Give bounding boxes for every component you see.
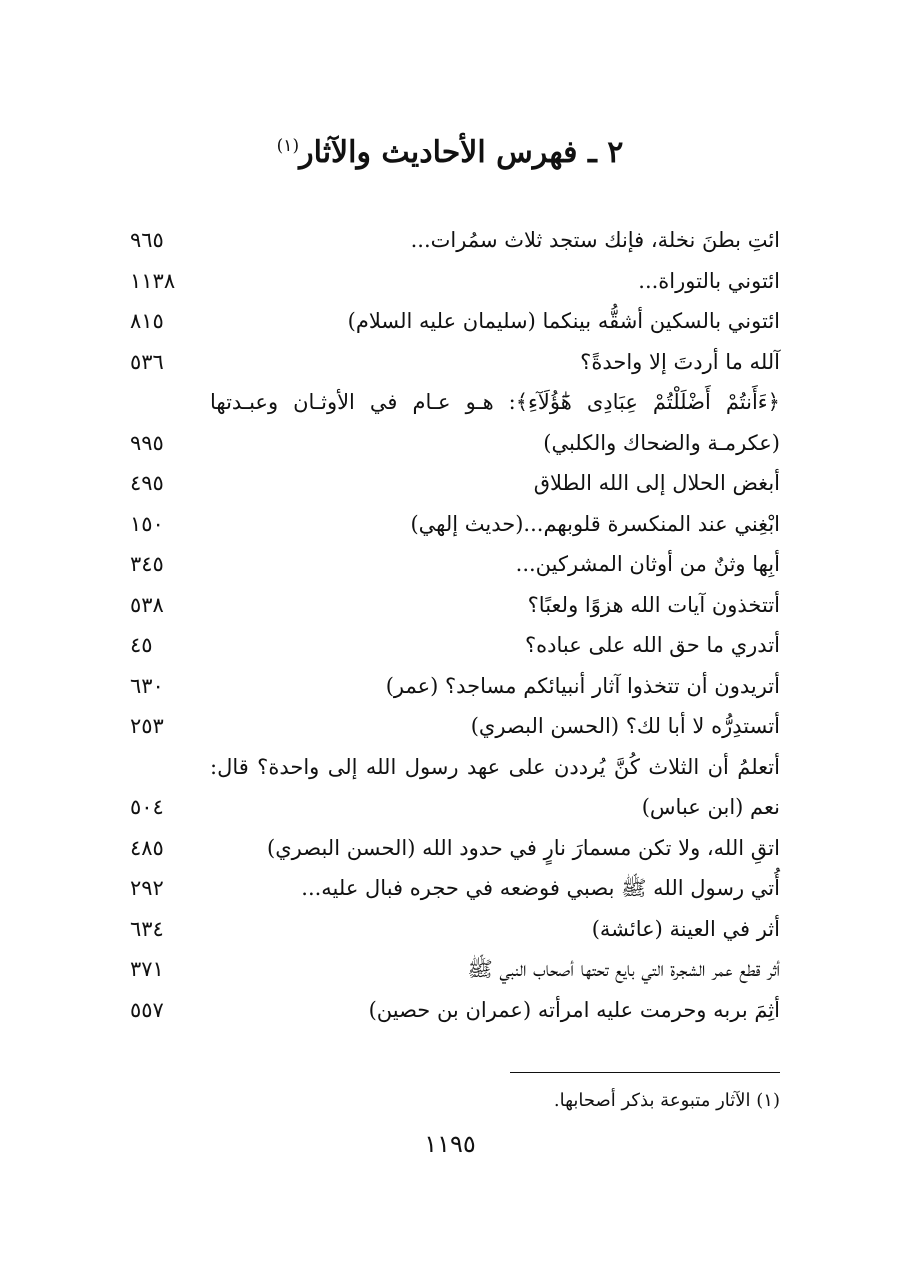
index-entry [120, 909, 780, 950]
entry-text: ائتوني بالتوراة... [638, 268, 780, 293]
index-entry [120, 706, 780, 747]
entry-text: أُتي رسول الله ﷺ بصبي فوضعه في حجره فبال عليه... [301, 876, 780, 900]
entry-page-number: ٤٨٥ [130, 835, 164, 860]
entry-page-number: ٤٩٥ [130, 471, 164, 495]
entry-text: ﴿ءَأَنتُمْ أَضْلَلْتُمْ عِبَادِى هَٰٓؤُلَآءِ﴾: هـو عـام في الأوثـان وعبـدتها (عكرمـة والضحاك والكلبي) [210, 390, 780, 455]
footnote: (١) الآثار متبوعة بذكر أصحابها. [553, 1090, 780, 1111]
index-entries [120, 220, 780, 1030]
entry-text: أبغض الحلال إلى الله الطلاق [533, 471, 780, 495]
entry-page-number: ٩٦٥ [130, 228, 164, 252]
entry-page-number: ١٥٠ [130, 511, 164, 536]
index-entry [120, 301, 780, 342]
entry-page-number: ٤٥ [130, 633, 153, 657]
entry-page-number: ٩٩٥ [130, 430, 164, 455]
index-entry [120, 544, 780, 585]
entry-page-number: ٦٣٤ [130, 916, 164, 941]
entry-page-number: ٥٣٨ [130, 592, 164, 617]
entry-text: اتقِ الله، ولا تكن مسمارَ نارٍ في حدود الله (الحسن البصري) [267, 835, 780, 860]
index-entry [120, 868, 780, 909]
entry-text: أتستدِرُّه لا أبا لك؟ (الحسن البصري) [470, 714, 780, 738]
index-entry [120, 463, 780, 504]
entry-page-number: ٥٠٤ [130, 795, 164, 819]
page-number: ١١٩٥ [424, 1130, 476, 1158]
entry-text: ائتوني بالسكين أشقُّه بينكما (سليمان عليه السلام) [347, 309, 780, 333]
page-title [0, 128, 900, 171]
entry-text: آلله ما أردتَ إلا واحدةً؟ [580, 349, 780, 374]
entry-text: ائتِ بطنَ نخلة، فإنك ستجد ثلاث سمُرات... [410, 228, 780, 252]
title-text: ٢ ـ فهرس الأحاديث والآثار [299, 135, 624, 170]
index-entry [120, 261, 780, 302]
index-entry [120, 828, 780, 869]
entry-page-number: ٥٥٧ [130, 997, 164, 1022]
entry-text: أتتخذون آيات الله هزوًا ولعبًا؟ [527, 592, 780, 617]
index-entry [120, 666, 780, 707]
footnote-divider [510, 1072, 780, 1073]
entry-page-number: ٦٣٠ [130, 673, 164, 698]
index-entry [120, 747, 780, 828]
index-entry [120, 990, 780, 1031]
entry-page-number: ٨١٥ [130, 309, 164, 333]
entry-page-number: ٣٤٥ [130, 552, 164, 576]
entry-page-number: ٥٣٦ [130, 349, 164, 374]
entry-text: أتعلمُ أن الثلاث كُنَّ يُرددن على عهد رسول الله إلى واحدة؟ قال: نعم (ابن عباس) [210, 754, 780, 819]
entry-page-number: ٢٩٢ [130, 876, 164, 900]
entry-page-number: ٣٧١ [130, 957, 164, 981]
index-entry [120, 342, 780, 383]
entry-text: أتدري ما حق الله على عباده؟ [525, 633, 780, 657]
entry-text: أبِها وثنٌ من أوثان المشركين... [515, 552, 780, 576]
index-entry [120, 585, 780, 626]
entry-text: ابْغِني عند المنكسرة قلوبهم...(حديث إلهي) [410, 511, 780, 536]
entry-text: أثِمَ بربه وحرمت عليه امرأته (عمران بن حصين) [368, 997, 780, 1022]
entry-text: أتريدون أن تتخذوا آثار أنبيائكم مساجد؟ (عمر) [385, 673, 780, 698]
title-footnote-mark: (١) [276, 136, 300, 156]
entry-page-number: ٢٥٣ [130, 714, 164, 738]
index-entry [120, 382, 780, 463]
index-entry [120, 220, 780, 261]
index-entry [120, 949, 780, 990]
index-entry [120, 625, 780, 666]
entry-page-number: ١١٣٨ [130, 268, 176, 293]
entry-text: أثر في العينة (عائشة) [591, 916, 780, 941]
entry-text: أثر قطع عمر الشجرة التي بايع تحتها أصحاب النبي ﷺ [467, 957, 780, 981]
index-entry [120, 504, 780, 545]
